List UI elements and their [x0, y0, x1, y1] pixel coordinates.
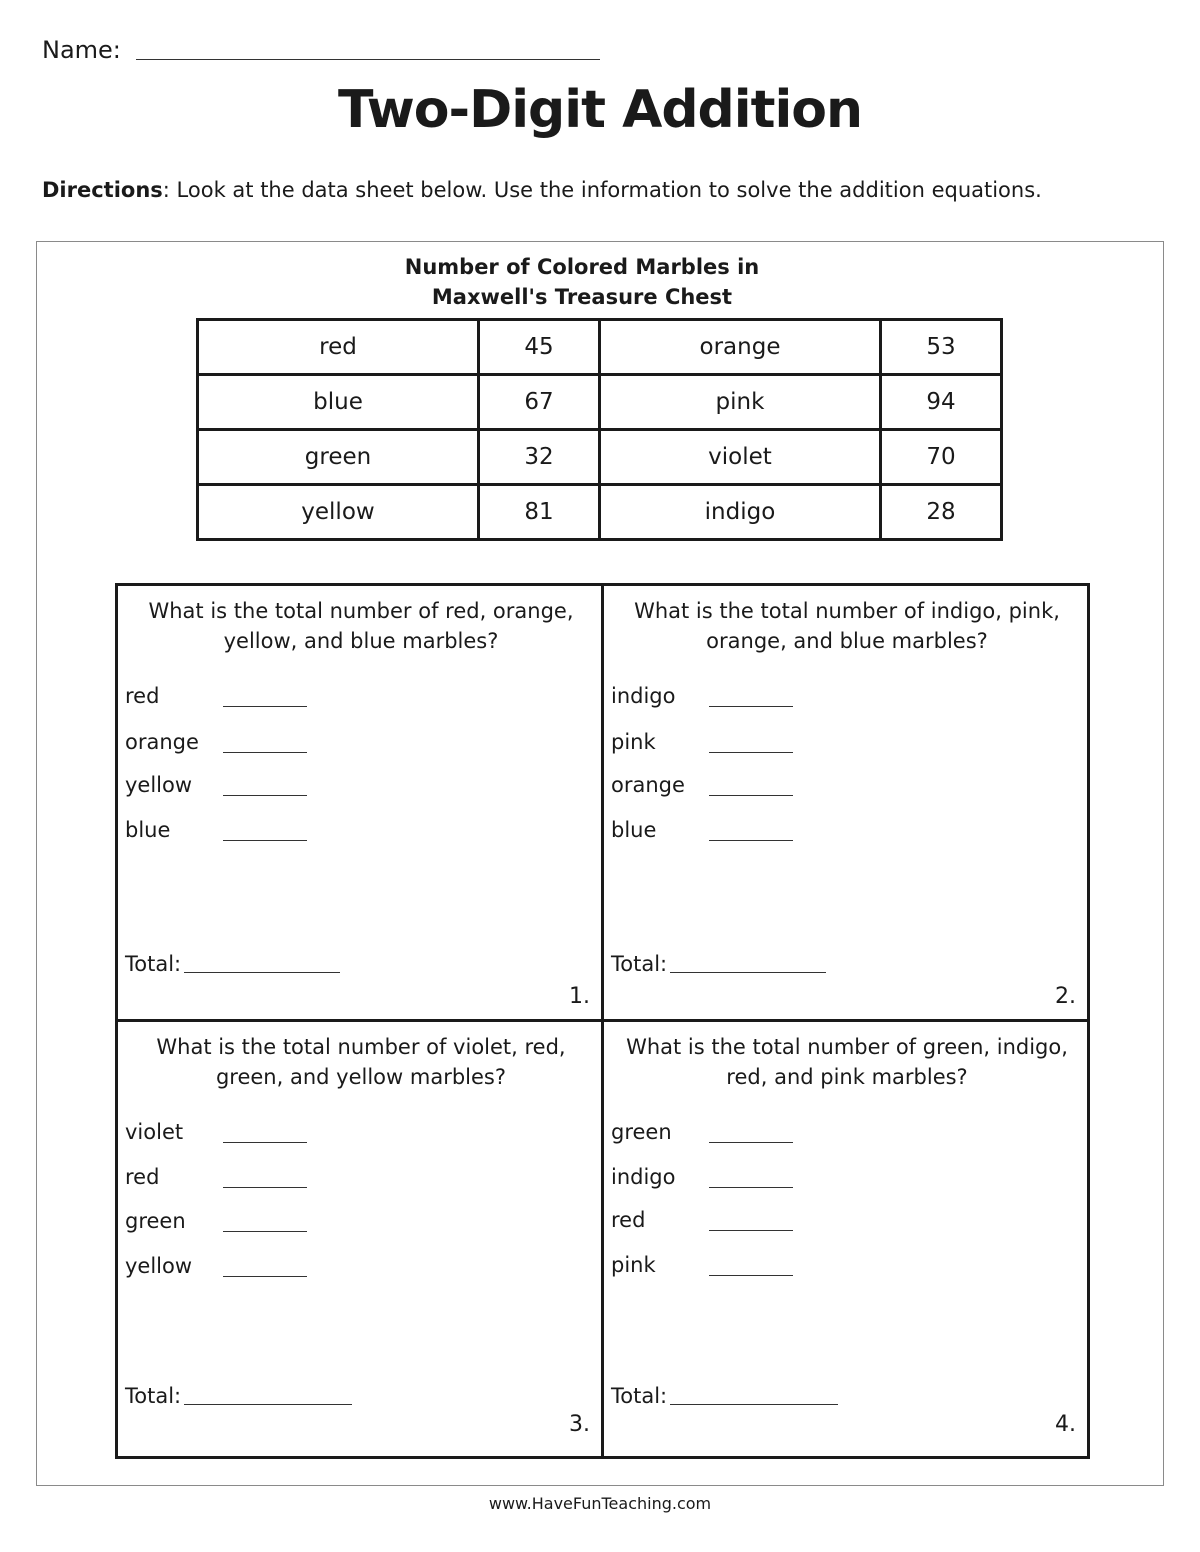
directions-text: : Look at the data sheet below. Use the information to solve the addition equations. [162, 178, 1042, 202]
addend-blank[interactable] [223, 840, 307, 841]
addend-label: green [611, 1120, 672, 1144]
addend-label: indigo [611, 684, 676, 708]
page-title: Two-Digit Addition [337, 80, 863, 140]
problem-number: 1. [569, 984, 590, 1009]
addend-label: blue [125, 818, 171, 842]
problem-number: 3. [569, 1412, 590, 1437]
problem-number: 2. [1055, 984, 1076, 1009]
addend-label: blue [611, 818, 657, 842]
problem-grid [115, 583, 1090, 1459]
directions [42, 178, 1042, 202]
addend-blank[interactable] [223, 1231, 307, 1232]
count-cell: 70 [881, 430, 1002, 485]
total-label: Total: [611, 1384, 668, 1408]
color-cell: blue [198, 375, 479, 430]
color-cell: green [198, 430, 479, 485]
table-row [198, 375, 1002, 430]
problem-question: What is the total number of violet, red, green, and yellow marbles? [156, 1035, 566, 1089]
addend-label: red [125, 684, 160, 708]
addend-blank[interactable] [709, 795, 793, 796]
name-label: Name: [42, 36, 121, 64]
addend-label: violet [125, 1120, 184, 1144]
count-cell: 28 [881, 485, 1002, 540]
color-cell: orange [600, 320, 881, 375]
addend-blank[interactable] [709, 752, 793, 753]
total-blank[interactable] [670, 1404, 838, 1405]
color-cell: pink [600, 375, 881, 430]
addend-label: pink [611, 730, 656, 754]
color-cell: violet [600, 430, 881, 485]
addend-blank[interactable] [709, 1275, 793, 1276]
count-cell: 45 [479, 320, 600, 375]
addend-label: indigo [611, 1165, 676, 1189]
addend-blank[interactable] [223, 752, 307, 753]
count-cell: 67 [479, 375, 600, 430]
addend-label: red [125, 1165, 160, 1189]
color-cell: red [198, 320, 479, 375]
total-label: Total: [125, 952, 182, 976]
addend-label: orange [125, 730, 199, 754]
data-sheet-title-line2: Maxwell's Treasure Chest [431, 285, 733, 309]
addend-label: pink [611, 1253, 656, 1277]
problem-1 [118, 586, 604, 1022]
addend-label: orange [611, 773, 685, 797]
data-sheet-title-line1: Number of Colored Marbles in [404, 255, 760, 279]
total-blank[interactable] [184, 1404, 352, 1405]
addend-label: yellow [125, 773, 193, 797]
addend-blank[interactable] [709, 1187, 793, 1188]
problem-question: What is the total number of red, orange, yellow, and blue marbles? [148, 599, 574, 653]
color-cell: yellow [198, 485, 479, 540]
problem-question: What is the total number of green, indigo, red, and pink marbles? [626, 1035, 1068, 1089]
addend-label: yellow [125, 1254, 193, 1278]
addend-blank[interactable] [709, 1230, 793, 1231]
footer-website: www.HaveFunTeaching.com [488, 1494, 712, 1513]
directions-label: Directions [42, 178, 163, 202]
problem-2 [604, 586, 1090, 1022]
addend-label: red [611, 1208, 646, 1232]
problem-4 [604, 1022, 1090, 1458]
table-row [198, 320, 1002, 375]
count-cell: 94 [881, 375, 1002, 430]
addend-label: green [125, 1209, 186, 1233]
addend-blank[interactable] [709, 706, 793, 707]
addend-blank[interactable] [709, 840, 793, 841]
total-label: Total: [611, 952, 668, 976]
addend-blank[interactable] [223, 1187, 307, 1188]
data-sheet-title [0, 252, 1164, 312]
addend-blank[interactable] [709, 1142, 793, 1143]
marble-data-table [196, 318, 1003, 541]
table-row [198, 485, 1002, 540]
addend-blank[interactable] [223, 795, 307, 796]
addend-blank[interactable] [223, 1276, 307, 1277]
name-field[interactable] [136, 59, 600, 60]
total-blank[interactable] [184, 972, 340, 973]
color-cell: indigo [600, 485, 881, 540]
problem-3 [118, 1022, 604, 1458]
count-cell: 53 [881, 320, 1002, 375]
addend-blank[interactable] [223, 1142, 307, 1143]
count-cell: 81 [479, 485, 600, 540]
count-cell: 32 [479, 430, 600, 485]
problem-question: What is the total number of indigo, pink, orange, and blue marbles? [634, 599, 1060, 653]
total-blank[interactable] [670, 972, 826, 973]
total-label: Total: [125, 1384, 182, 1408]
table-row [198, 430, 1002, 485]
addend-blank[interactable] [223, 706, 307, 707]
problem-number: 4. [1055, 1412, 1076, 1437]
